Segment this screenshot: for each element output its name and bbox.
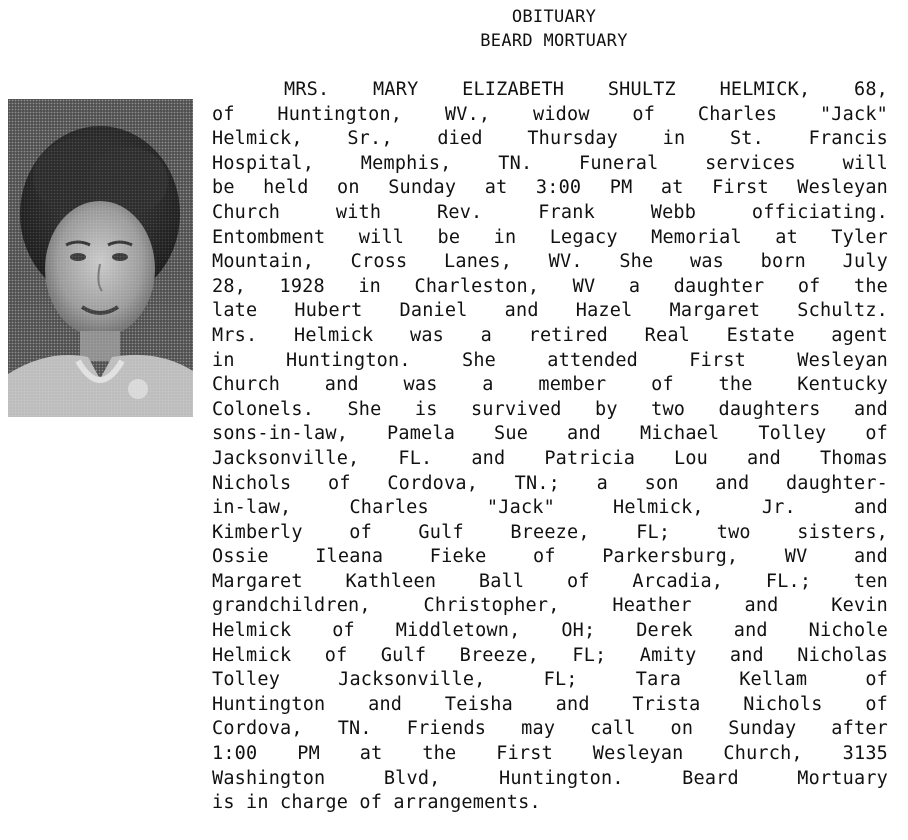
obituary-line: Margaret Kathleen Ball of Arcadia, FL.; ten (212, 570, 888, 592)
obituary-line: Mrs. Helmick was a retired Real Estate agent (212, 324, 888, 346)
obituary-line: Huntington and Teisha and Trista Nichols of (212, 693, 888, 715)
page-subtitle: BEARD MORTUARY (480, 31, 628, 51)
obituary-line: Helmick of Middletown, OH; Derek and Nichole (212, 620, 888, 642)
obituary-line: MRS. MARY ELIZABETH SHULTZ HELMICK, 68, (284, 79, 888, 100)
obituary-body (212, 78, 888, 816)
obituary-line: Helmick of Gulf Breeze, FL; Amity and Nicholas (212, 644, 888, 666)
obituary-line: Church and was a member of the Kentucky (212, 374, 888, 396)
obituary-line: grandchildren, Christopher, Heather and Kevin (212, 595, 888, 617)
obituary-line: Jacksonville, FL. and Patricia Lou and Thomas (212, 447, 888, 469)
portrait-photo-icon (8, 99, 193, 417)
obituary-line: is in charge of arrangements. (212, 792, 541, 814)
obituary-line: late Hubert Daniel and Hazel Margaret Schultz. (212, 300, 888, 322)
obituary-line: Kimberly of Gulf Breeze, FL; two sisters, (212, 521, 888, 543)
obituary-line: Colonels. She is survived by two daughters and (212, 398, 888, 420)
obituary-line: Hospital, Memphis, TN. Funeral services will (212, 152, 888, 174)
obituary-line: 28, 1928 in Charleston, WV a daughter of the (212, 275, 888, 297)
obituary-line: Washington Blvd, Huntington. Beard Mortuary (212, 767, 888, 789)
obituary-line: Mountain, Cross Lanes, WV. She was born July (212, 251, 888, 273)
obituary-line: be held on Sunday at 3:00 PM at First Wesleyan (212, 177, 888, 199)
obituary-line: in Huntington. She attended First Wesleyan (212, 349, 888, 371)
obituary-line: Church with Rev. Frank Webb officiating. (212, 201, 888, 223)
obituary-line: Nichols of Cordova, TN.; a son and daughter- (212, 472, 888, 494)
obituary-line: Tolley Jacksonville, FL; Tara Kellam of (212, 669, 888, 691)
obituary-line: sons-in-law, Pamela Sue and Michael Tolley of (212, 423, 888, 445)
obituary-line: Cordova, TN. Friends may call on Sunday after (212, 718, 888, 740)
obituary-line: Entombment will be in Legacy Memorial at Tyler (212, 226, 888, 248)
obituary-line: Ossie Ileana Fieke of Parkersburg, WV and (212, 546, 888, 568)
obituary-line: 1:00 PM at the First Wesleyan Church, 3135 (212, 743, 888, 765)
obituary-line: of Huntington, WV., widow of Charles "Jack" (212, 103, 888, 125)
obituary-line: in-law, Charles "Jack" Helmick, Jr. and (212, 497, 888, 519)
portrait-photo-svg (8, 99, 193, 417)
obituary-line: Helmick, Sr., died Thursday in St. Francis (212, 128, 888, 150)
page-title: OBITUARY (511, 7, 597, 27)
